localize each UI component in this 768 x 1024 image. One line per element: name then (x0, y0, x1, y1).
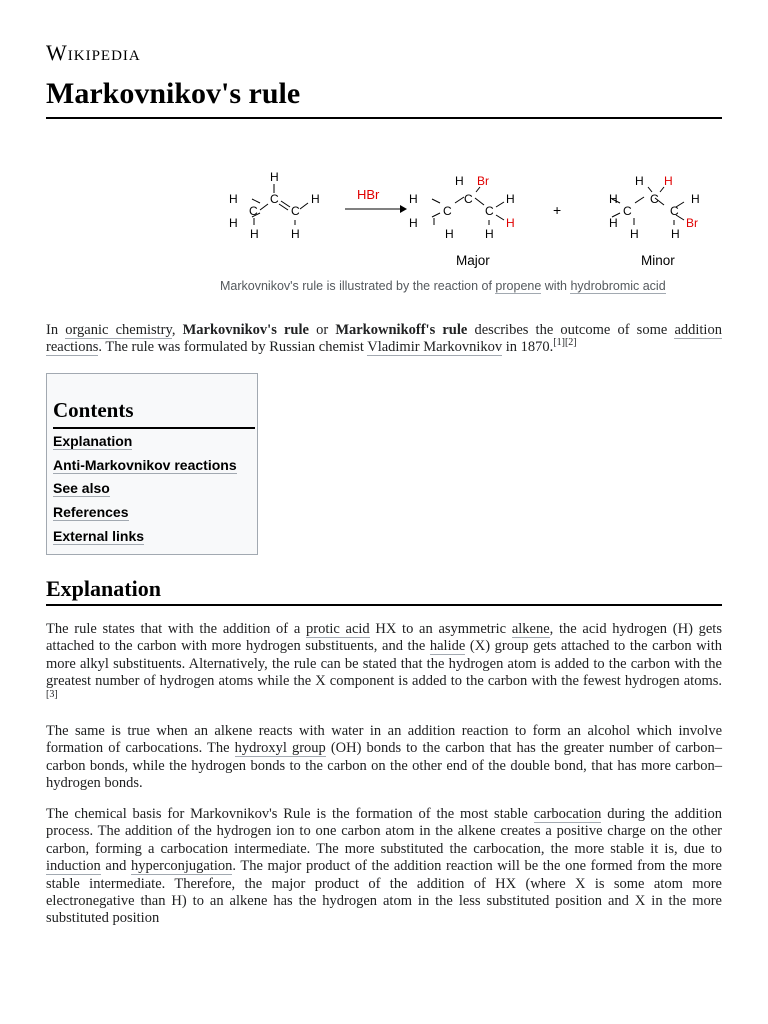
atom-c: C (249, 204, 258, 218)
explanation-paragraph-2: The same is true when an alkene reacts with water in an addition reaction to form an alcohol which involve formation of carbocations. The hydroxyl group (OH) bonds to the carbon that has the greater number of carbon–carbon bonds, while the hydrogen bonds to the carbon on the other end of the double bond, that has more carbon–hydrogen bonds. (46, 723, 723, 792)
link-vladimir-markovnikov[interactable]: Vladimir Markovnikov (367, 339, 503, 356)
toc-link-anti-markovnikov[interactable]: Anti-Markovnikov reactions (53, 456, 237, 473)
atom-c: C (485, 204, 494, 218)
table-of-contents (46, 373, 258, 555)
link-induction[interactable]: induction (46, 858, 101, 875)
intro-paragraph: In organic chemistry, Markovnikov's rule or Markownikoff's rule describes the outcome of some addition reactions. The rule was formulated by Russian chemist Vladimir Markovnikov in 1870.[1][2] (46, 322, 722, 356)
atom-br: Br (686, 216, 698, 230)
section-divider (46, 604, 722, 606)
minor-label: Minor (641, 253, 675, 268)
atom-c: C (291, 204, 300, 218)
link-addition-reactions[interactable]: addition reactions (46, 322, 722, 356)
atom-h: H (291, 227, 300, 241)
page-title: Markovnikov's rule (46, 77, 301, 110)
atom-h: H (506, 216, 515, 230)
atom-c: C (464, 192, 473, 206)
reagent-label: HBr (357, 187, 380, 202)
bold-term: Markovnikov's rule (182, 322, 309, 338)
toc-list (53, 433, 237, 551)
title-divider (46, 117, 722, 119)
link-organic-chemistry[interactable]: organic chemistry (65, 322, 172, 338)
atom-h: H (664, 174, 673, 188)
atom-h: H (229, 192, 238, 206)
reference-link[interactable]: [1][2] (553, 337, 577, 349)
atom-h: H (671, 227, 680, 241)
link-hydrobromic-acid[interactable]: hydrobromic acid (570, 279, 666, 293)
arrow-head (400, 205, 407, 213)
atom-h: H (609, 192, 618, 206)
toc-item (53, 528, 237, 552)
section-heading-explanation: Explanation (46, 576, 161, 601)
reaction-diagram (220, 165, 720, 275)
atom-h: H (485, 227, 494, 241)
atom-h: H (250, 227, 259, 241)
toc-link-external-links[interactable]: External links (53, 527, 145, 544)
toc-link-see-also[interactable]: See also (53, 480, 110, 497)
atom-c: C (650, 192, 659, 206)
atom-h: H (445, 227, 454, 241)
toc-link-references[interactable]: References (53, 504, 129, 521)
toc-link-explanation[interactable]: Explanation (53, 433, 133, 449)
plus-sign: + (553, 202, 562, 218)
atom-labels (229, 170, 700, 241)
link-hydroxyl-group[interactable]: hydroxyl group (234, 740, 326, 757)
atom-h: H (506, 192, 515, 206)
reference-link[interactable]: [3] (46, 688, 58, 700)
major-label: Major (456, 253, 490, 268)
atom-c: C (623, 204, 632, 218)
link-halide[interactable]: halide (429, 638, 466, 655)
link-propene[interactable]: propene (495, 279, 542, 293)
link-protic-acid[interactable]: protic acid (306, 621, 370, 637)
link-carbocation[interactable]: carbocation (533, 806, 602, 822)
atom-c: C (443, 204, 452, 218)
reaction-figure[interactable] (220, 165, 720, 275)
explanation-paragraph-3: The chemical basis for Markovnikov's Rule is the formation of the most stable carbocation during the addition process. The addition of the hydrogen ion to one carbon atom in the alkene creates a positive charge on the other carbon, forming a carbocation intermediate. The more substituted the carbocation, the more stable it is, due to induction and hyperconjugation. The major product of the addition reaction will be the one formed from the more stable intermediate. Therefore, the major product of the addition of HX (where X is some atom more electronegative than H) to an alkene has the hydrogen atom in the less substituted position and X in the more substituted position (46, 806, 722, 927)
atom-h: H (311, 192, 320, 206)
atom-h: H (691, 192, 700, 206)
atom-h: H (270, 170, 279, 184)
atom-h: H (635, 174, 644, 188)
atom-h: H (229, 216, 238, 230)
toc-item (53, 433, 237, 457)
toc-item (53, 504, 237, 528)
toc-item (53, 480, 237, 504)
figure-caption: Markovnikov's rule is illustrated by the reaction of propene with hydrobromic acid (220, 279, 666, 293)
toc-divider (53, 427, 255, 429)
atom-h: H (609, 216, 618, 230)
link-alkene[interactable]: alkene (511, 621, 550, 637)
atom-c: C (270, 192, 279, 206)
link-hyperconjugation[interactable]: hyperconjugation (130, 858, 233, 875)
wikipedia-logo[interactable]: Wikipedia (46, 40, 141, 65)
atom-h: H (409, 192, 418, 206)
toc-item (53, 457, 237, 481)
atom-h: H (409, 216, 418, 230)
toc-title: Contents (53, 398, 134, 422)
bold-term: Markownikoff's rule (335, 322, 468, 338)
atom-br: Br (477, 174, 489, 188)
atom-h: H (455, 174, 464, 188)
atom-c: C (670, 204, 679, 218)
atom-h: H (630, 227, 639, 241)
explanation-paragraph-1: The rule states that with the addition of a protic acid HX to an asymmetric alkene, the acid hydrogen (H) gets attached to the carbon with more hydrogen substituents, and the halide (X) group gets attached to the carbon with more alkyl substituents. Alternatively, the rule can be stated that the hydrogen atom is added to the carbon with the greatest number of hydrogen atoms while the X component is added to the carbon with the fewest hydrogen atoms.[3] (46, 621, 722, 700)
